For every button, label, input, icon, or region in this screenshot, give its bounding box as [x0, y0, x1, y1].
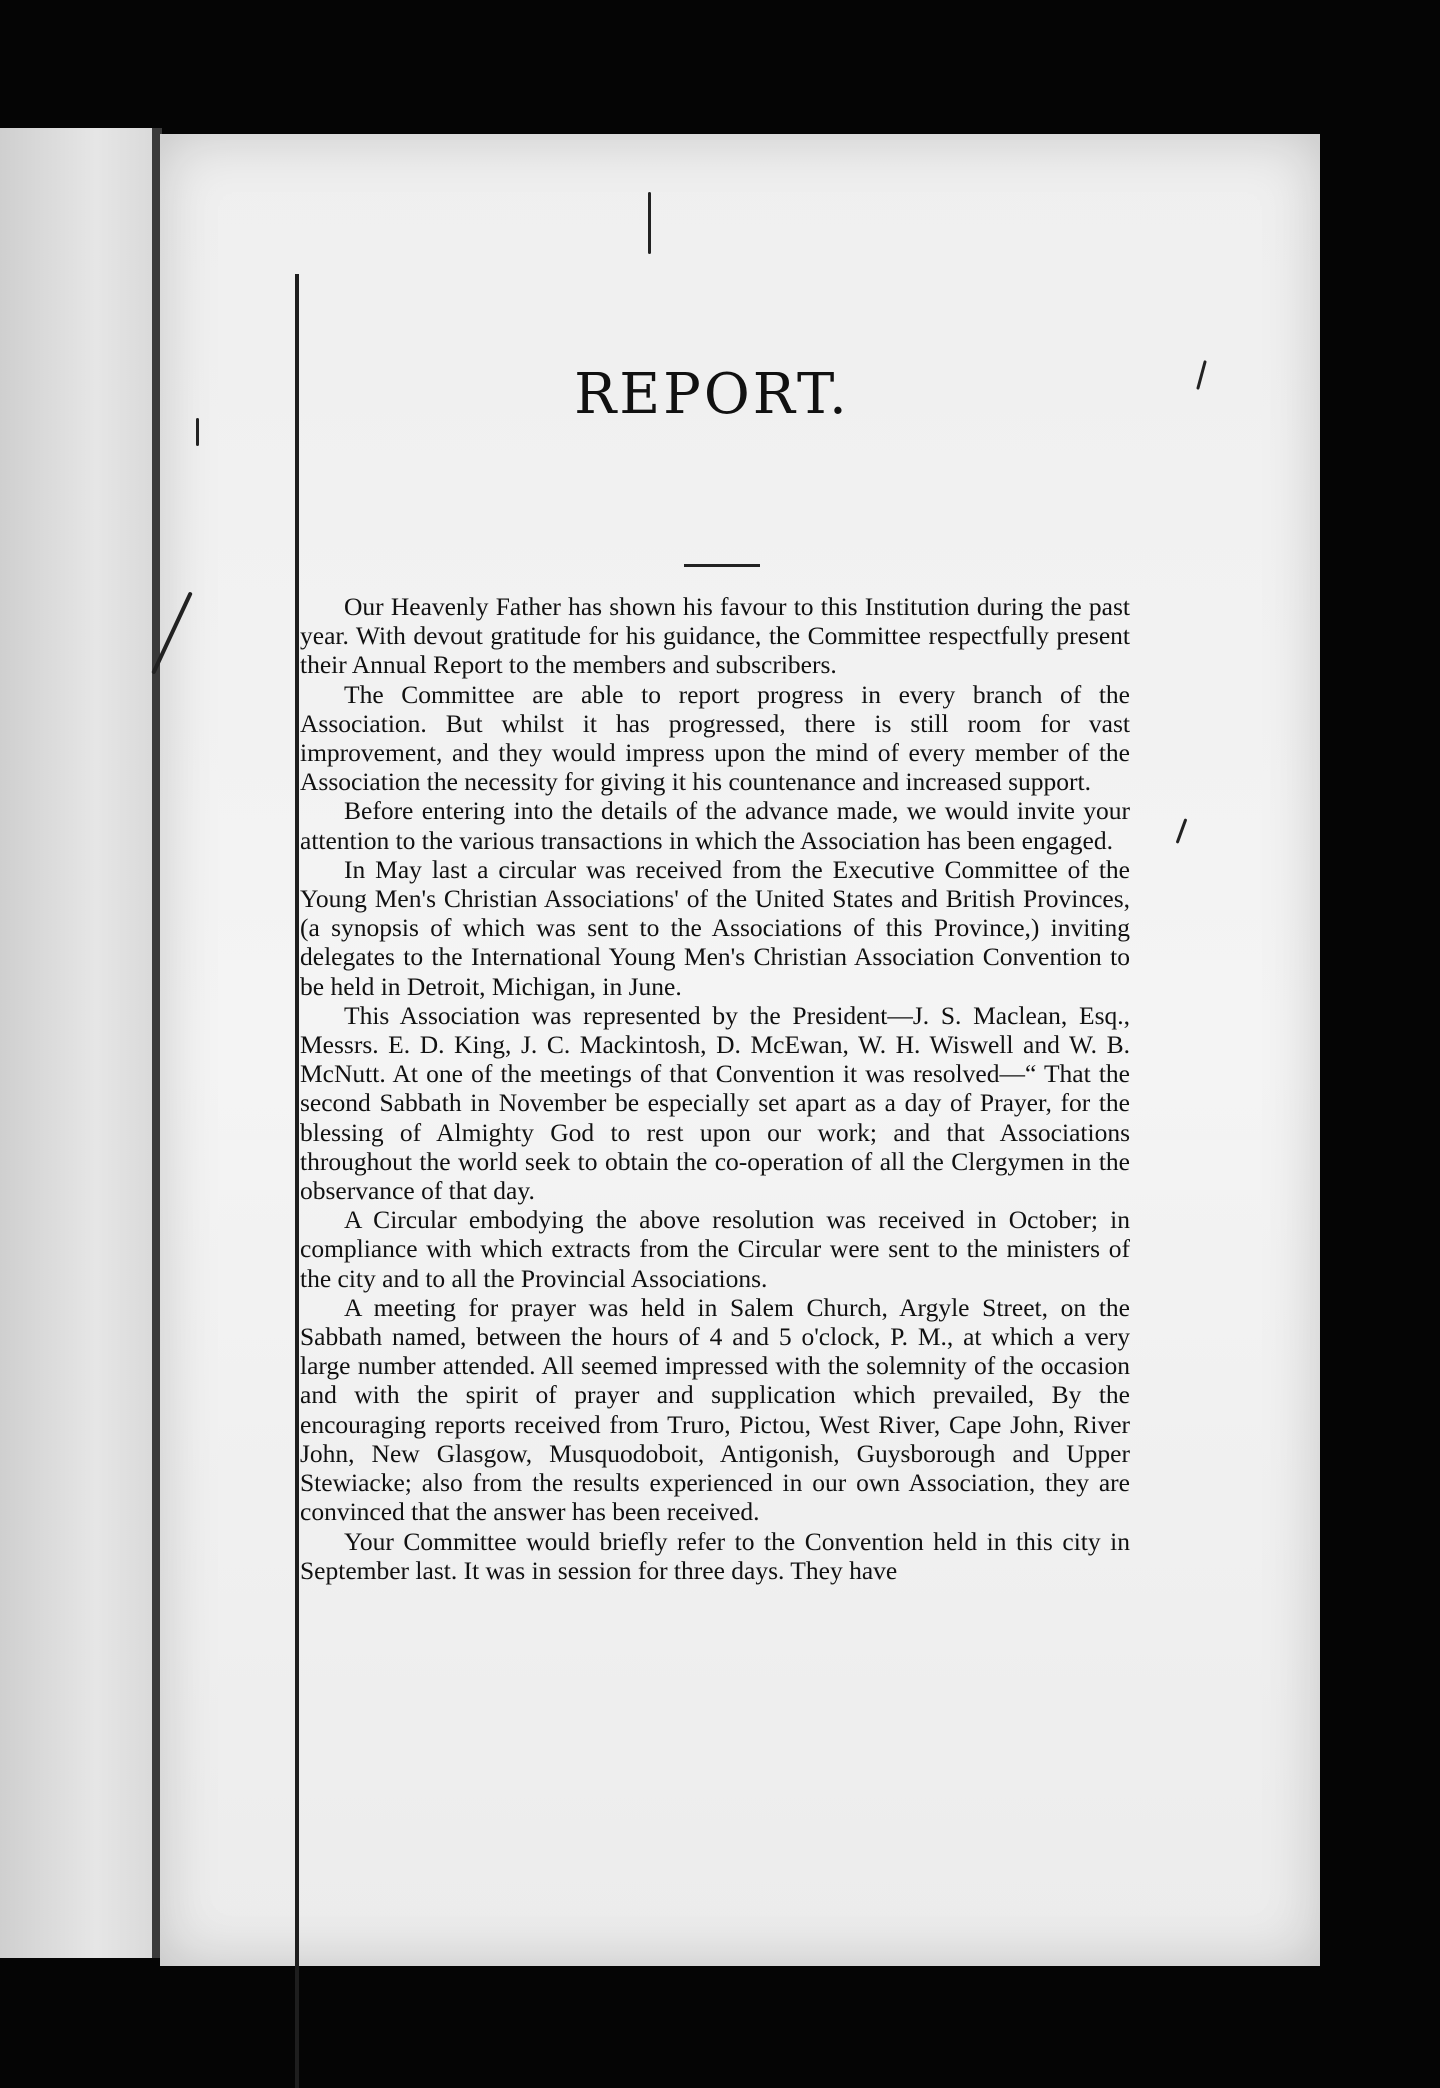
paragraph: In May last a circular was received from the Executive Committee of the Young Men's Christian Associations' of the United States and British Provinces, (a synopsis of which was sent to the Associations of this Province,) inviting delegates to the International Young Men's Christian Association Convention to be held in Detroit, Michigan, in June. — [300, 854, 1130, 1001]
title-rule — [684, 564, 760, 567]
scan-speck — [648, 192, 651, 254]
binding-line — [295, 274, 299, 2088]
paragraph: A meeting for prayer was held in Salem Church, Argyle Street, on the Sabbath named, between the hours of 4 and 5 o'clock, P. M., at which a very large number attended. All seemed impressed with the solemnity of the occasion and with the spirit of prayer and supplication which prevailed, By the encouraging reports received from Truro, Pictou, West River, Cape John, River John, New Glasgow, Musquodoboit, Antigonish, Guysborough and Upper Stewiacke; also from the results experienced in our own Association, they are convinced that the answer has been received. — [300, 1292, 1130, 1527]
paragraph: The Committee are able to report progress in every branch of the Association. But whilst it has progressed, there is still room for vast improvement, and they would impress upon the mind of every member of the Association the necessity for giving it his countenance and increased support. — [300, 679, 1130, 797]
paragraph: Our Heavenly Father has shown his favour to this Institution during the past year. With devout gratitude for his guidance, the Committee respectfully present their Annual Report to the members and subscribers. — [300, 592, 1130, 680]
scan-speck — [196, 418, 199, 446]
paragraph: A Circular embodying the above resolution was received in October; in compliance with which extracts from the Circular were sent to the ministers of the city and to all the Provincial Associations. — [300, 1205, 1130, 1293]
paragraph: This Association was represented by the President—J. S. Maclean, Esq., Messrs. E. D. King, J. C. Mackintosh, D. McEwan, W. H. Wiswell and W. B. McNutt. At one of the meetings of that Convention it was resolved—“ That the second Sabbath in November be especially set apart as a day of Prayer, for the blessing of Almighty God to rest upon our work; and that Associations throughout the world seek to obtain the co-operation of all the Clergymen in the observance of that day. — [300, 1000, 1130, 1206]
page-title: REPORT. — [574, 362, 850, 427]
report-body — [300, 592, 1130, 1585]
paragraph: Your Committee would briefly refer to the Convention held in this city in September last. It was in session for three days. They have — [300, 1526, 1130, 1585]
paragraph: Before entering into the details of the advance made, we would invite your attention to the various transactions in which the Association has been engaged. — [300, 796, 1130, 855]
